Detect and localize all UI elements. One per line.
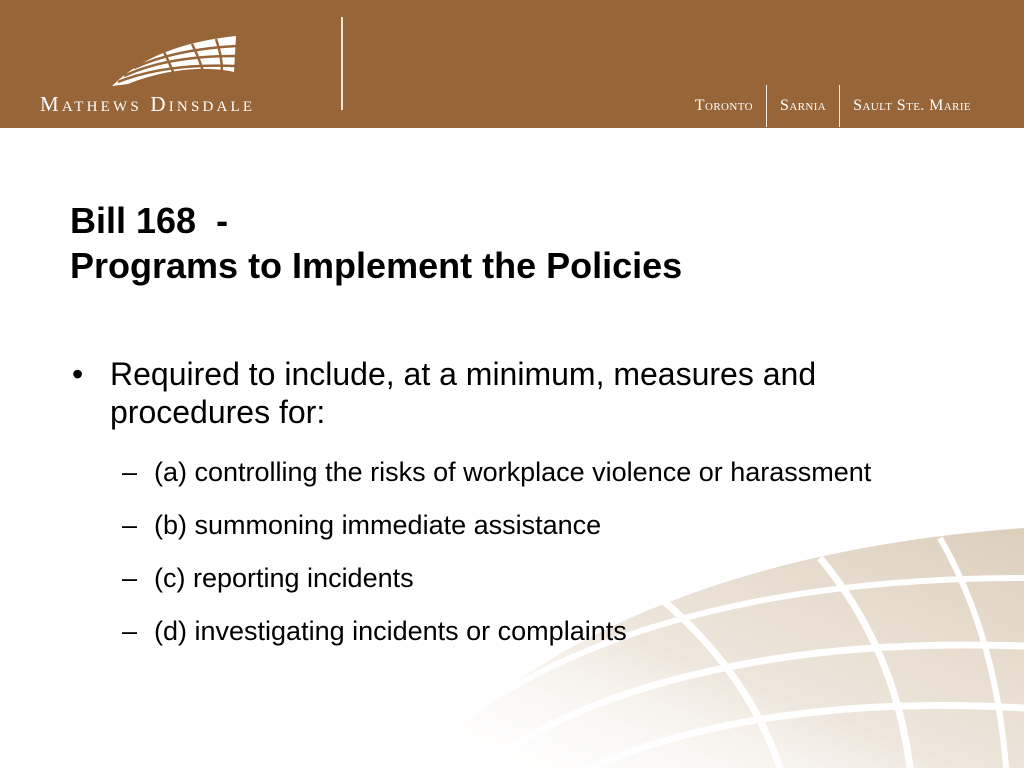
- bullet-text: Required to include, at a minimum, measures and procedures for:: [110, 356, 817, 430]
- city-toronto: Toronto: [694, 97, 754, 114]
- sub-item-a: [70, 455, 874, 489]
- bullet-list: [70, 355, 930, 648]
- brand-name: Mathews Dinsdale: [40, 92, 256, 116]
- sub-item-text: (d) investigating incidents or complaints: [154, 616, 627, 646]
- sub-item-b: [70, 508, 874, 542]
- logo-divider: [341, 17, 343, 110]
- sub-item-c: [70, 561, 874, 595]
- header-band: [0, 0, 1024, 128]
- logo-mark-icon: [108, 30, 240, 90]
- sub-item-d: [70, 614, 874, 648]
- dash-icon: –: [122, 563, 138, 593]
- city-list: [682, 85, 984, 127]
- slide-title: [70, 198, 682, 288]
- dash-icon: –: [122, 457, 138, 487]
- bullet-icon: •: [72, 356, 84, 392]
- title-line-2: Programs to Implement the Policies: [70, 245, 683, 286]
- sub-item-text: (a) controlling the risks of workplace violence or harassment: [154, 457, 872, 487]
- sub-item-text: (b) summoning immediate assistance: [154, 510, 602, 540]
- city-sarnia: Sarnia: [780, 97, 827, 114]
- dash-icon: –: [122, 616, 138, 646]
- dash-icon: –: [122, 510, 138, 540]
- sub-item-text: (c) reporting incidents: [154, 563, 414, 593]
- title-line-1: Bill 168 -: [70, 200, 229, 241]
- city-sault-ste-marie: Sault Ste. Marie: [853, 97, 971, 114]
- bullet-item: [70, 355, 870, 431]
